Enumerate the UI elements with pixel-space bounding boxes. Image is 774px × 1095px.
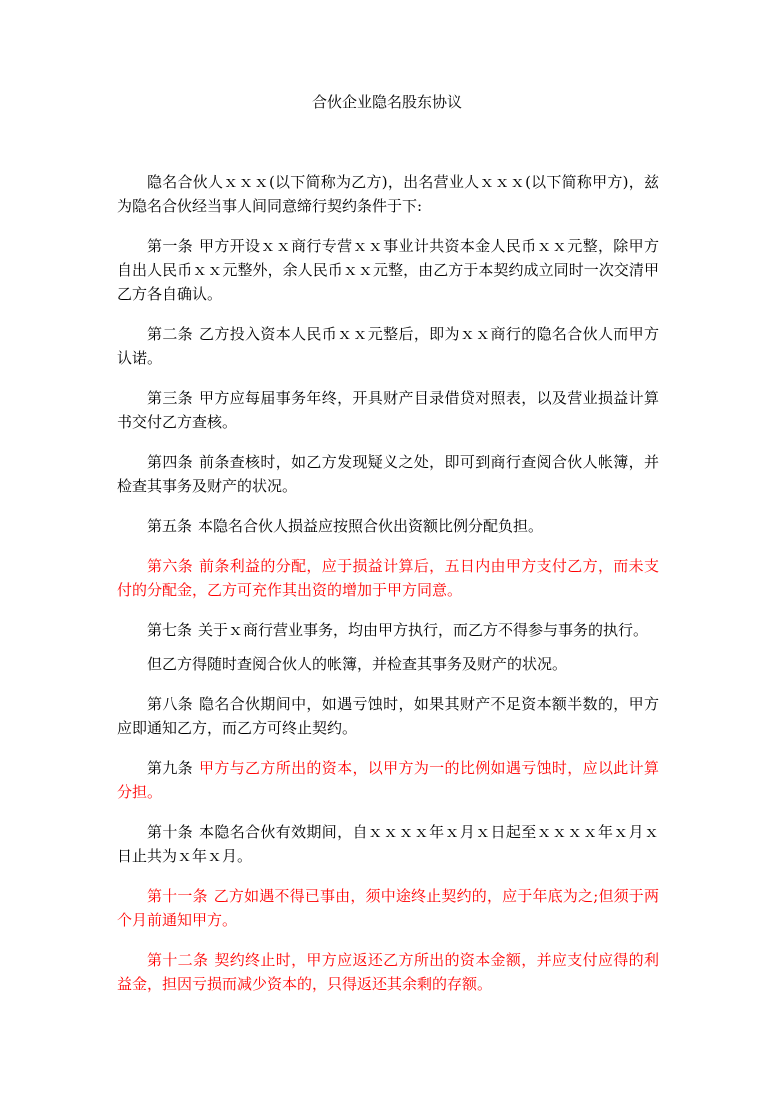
article-label: 第三条 — [147, 389, 194, 407]
article-text: 前条查核时，如乙方发现疑义之处，即可到商行查阅合伙人帐簿，并检查其事务及财产的状况。 — [117, 453, 659, 495]
article-8 — [117, 692, 659, 740]
article-7-continuation — [117, 652, 659, 676]
article-text: 甲方与乙方所出的资本，以甲方为一的比例如遇亏蚀时，应以此计算分担。 — [117, 759, 659, 801]
article-4 — [117, 450, 659, 498]
article-1 — [117, 234, 659, 306]
article-text: 甲方应每届事务年终，开具财产目录借贷对照表，以及营业损益计算书交付乙方查核。 — [117, 389, 659, 431]
document-body — [117, 170, 659, 1012]
article-9 — [117, 756, 659, 804]
article-label: 第十一条 — [147, 887, 208, 905]
article-text: 乙方如遇不得已事由，须中途终止契约的，应于年底为之;但须于两个月前通知甲方。 — [117, 887, 659, 929]
article-3 — [117, 386, 659, 434]
article-label: 第六条 — [147, 557, 194, 575]
article-label: 第一条 — [147, 237, 194, 255]
article-label: 第七条 — [147, 621, 193, 639]
article-label: 第九条 — [147, 759, 194, 777]
article-12 — [117, 948, 659, 996]
article-text: 本隐名合伙人损益应按照合伙出资额比例分配负担。 — [198, 517, 544, 535]
article-label: 第八条 — [147, 695, 194, 713]
article-11 — [117, 884, 659, 932]
article-5 — [117, 514, 659, 538]
article-text: 前条利益的分配，应于损益计算后，五日内由甲方支付乙方，而未支付的分配金，乙方可充作其出资的增加于甲方同意。 — [117, 557, 659, 599]
article-6 — [117, 554, 659, 602]
article-text: 本隐名合伙有效期间，自ｘｘｘｘ年ｘ月ｘ日起至ｘｘｘｘ年ｘ月ｘ日止共为ｘ年ｘ月。 — [117, 823, 659, 865]
article-text: 关于ｘ商行营业事务，均由甲方执行，而乙方不得参与事务的执行。 — [198, 621, 649, 639]
document-title: 合伙企业隐名股东协议 — [311, 93, 462, 111]
article-text: 乙方投入资本人民币ｘｘ元整后，即为ｘｘ商行的隐名合伙人而甲方认诺。 — [117, 325, 659, 367]
article-text: 隐名合伙期间中，如遇亏蚀时，如果其财产不足资本额半数的，甲方应即通知乙方，而乙方可终止契约。 — [117, 695, 659, 737]
article-10 — [117, 820, 659, 868]
article-2 — [117, 322, 659, 370]
article-label: 第五条 — [147, 517, 193, 535]
article-label: 第四条 — [147, 453, 194, 471]
article-text: 契约终止时，甲方应返还乙方所出的资本金额，并应支付应得的利益金，担因亏损而减少资本的，只得返还其余剩的存额。 — [117, 951, 659, 993]
article-label: 第十二条 — [147, 951, 209, 969]
article-text: 甲方开设ｘｘ商行专营ｘｘ事业计共资本金人民币ｘｘ元整，除甲方自出人民币ｘｘ元整外，余人民币ｘｘ元整，由乙方于本契约成立同时一次交清甲乙方各自确认。 — [117, 237, 659, 303]
article-text: 但乙方得随时查阅合伙人的帐簿，并检查其事务及财产的状况。 — [147, 655, 568, 673]
article-label: 第十条 — [147, 823, 194, 841]
article-7 — [117, 618, 659, 642]
article-label: 第二条 — [147, 325, 194, 343]
intro-paragraph: 隐名合伙人ｘｘｘ(以下简称为乙方)，出名营业人ｘｘｘ(以下简称甲方)，兹为隐名合伙经当事人间同意缔行契约条件于下: — [117, 173, 659, 215]
